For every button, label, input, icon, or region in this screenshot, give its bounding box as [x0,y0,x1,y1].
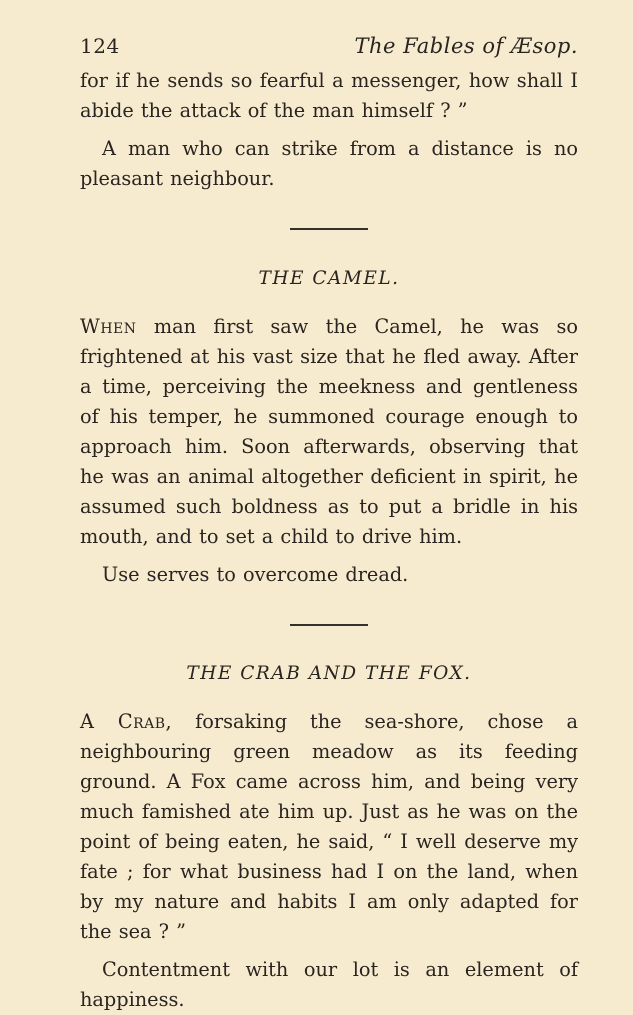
page-header [80,32,578,66]
book-page [80,32,578,1015]
section-divider [290,624,368,626]
camel-story [80,312,578,552]
crab-story [80,707,578,947]
camel-lead-words: When [80,315,137,338]
opening-moral: A man who can strike from a distance is no pleasant neighbour. [80,137,578,190]
opening-paragraph: for if he sends so fearful a messenger, how shall I abide the attack of the man himself ? ” [80,69,578,122]
camel-story-text: man first saw the Camel, he was so frightened at his vast size that he fled away. After a time, perceiving the meekness and gentleness of his temper, he summoned courage enough to approach him. Soon afterwards, observing that he was an animal altogether deficient in spirit, he assumed such boldness as to put a bridle in his mouth, and to set a child to drive him. [80,315,578,548]
fable-title-crab-and-fox: THE CRAB AND THE FOX. [186,663,472,684]
fable-title-camel: THE CAMEL. [258,268,400,289]
crab-story-text: forsaking the sea-shore, chose a neighbouring green meadow as its feeding ground. A Fox came across him, and being very much famished ate him up. Just as he was on the point of being eaten, he said, “ I well deserve my fate ; for what business had I on the land, when by my nature and habits I am only adapted for the sea ? ” [80,710,579,943]
camel-moral: Use serves to overcome dread. [102,563,409,586]
page-number: 124 [80,34,120,58]
crab-moral: Contentment with our lot is an element of happiness. [80,958,578,1011]
section-divider [290,228,368,230]
crab-lead-words: A Crab, [80,710,173,733]
running-title: The Fables of Æsop. [354,34,578,58]
